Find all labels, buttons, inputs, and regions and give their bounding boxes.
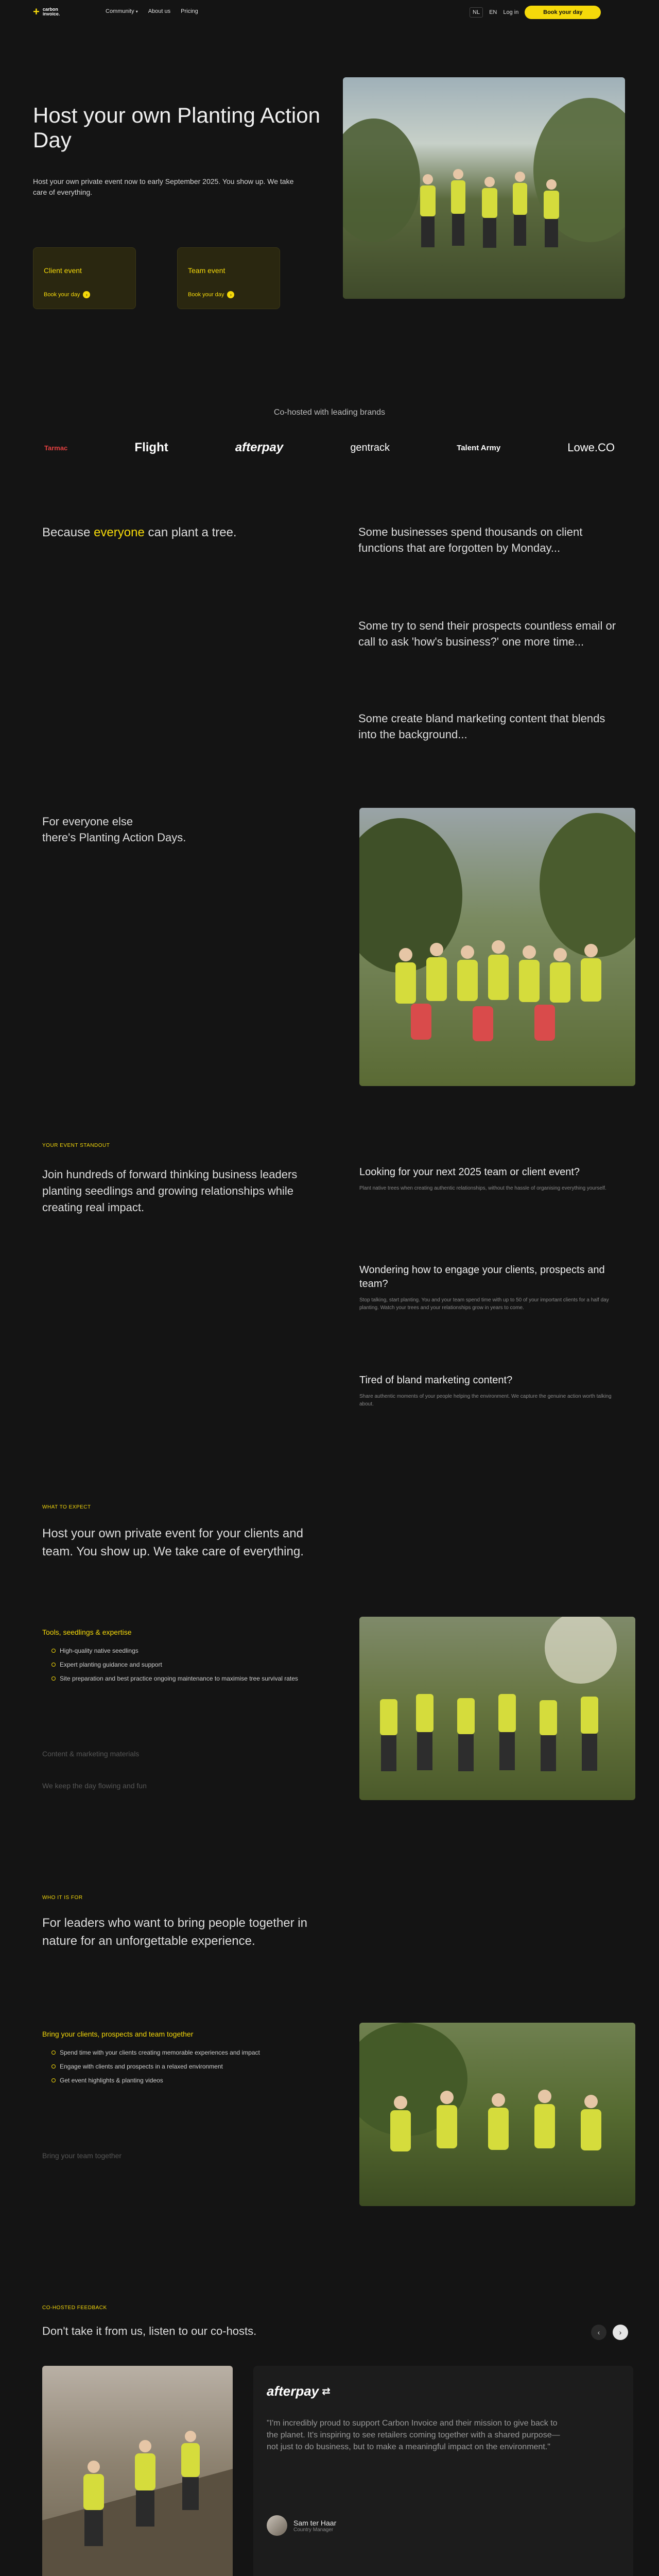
standout-item-2-body: Stop talking, start planting. You and your team spend time with up to 50 of your important clients for a half day planting. Watch your trees and your relationships grow in years to come. <box>359 1297 609 1311</box>
arrow-right-icon: › <box>619 2328 622 2336</box>
plus-logo-icon: + <box>33 5 40 18</box>
standout-heading: Join hundreds of forward thinking business leaders planting seedlings and growing relationships while creating real impact. <box>42 1168 298 1214</box>
chevron-down-icon: ▾ <box>135 9 138 14</box>
check-icon <box>51 2050 56 2055</box>
check-icon <box>51 2078 56 2082</box>
leaders-bullet-3: Get event highlights & planting videos <box>60 2076 163 2084</box>
expect-feature[interactable]: Tools, seedlings & expertise <box>42 1628 132 1636</box>
client-event-title: Client event <box>44 266 82 275</box>
standout-item-2-title: Wondering how to engage your clients, prospects and team? <box>359 1264 605 1290</box>
carousel-next-button[interactable] <box>613 2325 628 2340</box>
expect-heading: Host your own private event for your clients and team. You show up. We take care of everything. <box>42 1527 304 1558</box>
nav-community[interactable]: Community ▾ <box>106 8 138 14</box>
hero-title: Host your own Planting Action Day <box>33 103 320 152</box>
leaders-feature[interactable]: Bring your clients, prospects and team together <box>42 2030 194 2038</box>
lang-en[interactable]: EN <box>489 9 497 15</box>
brand-line1: carbon <box>42 7 58 12</box>
arrow-right-icon: › <box>83 291 90 298</box>
logo-flight: Flight <box>134 440 168 454</box>
everyone-text: For everyone else there's Planting Action Days. <box>42 815 186 844</box>
testimonial-quote: "I'm incredibly proud to support Carbon Invoice and their mission to give back to the planet. It's inspiring to see retailers coming together with a shared purpose—not just to do business, but to make a meaningful impact on the environment." <box>267 2419 560 2452</box>
expect-other-1[interactable]: Content & marketing materials <box>42 1750 140 1758</box>
logo-afterpay: afterpay <box>235 440 284 454</box>
standout-item-1 <box>359 1165 627 1192</box>
plant-point-3: Some create bland marketing content that blends into the background... <box>358 712 605 741</box>
lang-nl[interactable]: NL <box>470 7 483 18</box>
expect-other-2[interactable]: We keep the day flowing and fun <box>42 1782 147 1790</box>
brand-line2: invoice. <box>42 11 60 16</box>
team-event-book[interactable]: Book your day › <box>188 291 234 298</box>
expect-bullet-2: Expert planting guidance and support <box>60 1660 162 1668</box>
plant-point-2: Some try to send their prospects countless email or call to ask 'how's business?' one more time... <box>358 619 616 648</box>
logo-tarmac: Tarmac <box>44 444 68 452</box>
hero-subtitle: Host your own private event now to early September 2025. You show up. We take care of everything. <box>33 177 294 196</box>
login-link[interactable]: Log in <box>503 9 519 15</box>
hero-photo <box>343 77 625 299</box>
avatar <box>267 2515 287 2536</box>
check-icon <box>51 2064 56 2069</box>
expect-bullet-1: High-quality native seedlings <box>60 1647 138 1654</box>
testimonial-photo <box>42 2366 233 2576</box>
leaders-bullets <box>51 2048 309 2084</box>
check-icon <box>51 1649 56 1653</box>
plant-point-1: Some businesses spend thousands on client functions that are forgotten by Monday... <box>358 526 583 554</box>
leaders-heading: For leaders who want to bring people together in nature for an unforgettable experience. <box>42 1916 307 1948</box>
standout-item-3-title: Tired of bland marketing content? <box>359 1375 513 1386</box>
standout-item-3-body: Share authentic moments of your people helping the environment. We capture the genuine action worth talking about. <box>359 1394 612 1407</box>
afterpay-mark-icon: ⇄ <box>322 2386 331 2397</box>
cohost-logos <box>44 440 615 455</box>
plant-lead: Because everyone can plant a tree. <box>42 526 237 539</box>
cohost-title: Co-hosted with leading brands <box>273 408 386 417</box>
client-event-book[interactable]: Book your day › <box>44 291 90 298</box>
expect-label: WHAT TO EXPECT <box>42 1504 91 1510</box>
testimonial-card <box>253 2366 633 2576</box>
standout-item-2 <box>359 1263 627 1312</box>
arrow-right-icon: › <box>227 291 234 298</box>
check-icon <box>51 1676 56 1681</box>
check-icon <box>51 1663 56 1667</box>
author-role: Country Manager <box>293 2527 334 2533</box>
logo-lowe: Lowe.CO <box>567 441 615 454</box>
leaders-bullet-1: Spend time with your clients creating memorable experiences and impact <box>60 2049 260 2056</box>
carousel-prev-button[interactable] <box>591 2325 606 2340</box>
leaders-label: WHO IT IS FOR <box>42 1895 83 1901</box>
leaders-bullet-2: Engage with clients and prospects in a relaxed environment <box>60 2062 223 2070</box>
team-event-title: Team event <box>188 266 226 275</box>
expect-bullets <box>51 1647 309 1683</box>
logo-talent-army: Talent Army <box>457 443 501 452</box>
leaders-other-1[interactable]: Bring your team together <box>42 2151 122 2160</box>
arrow-left-icon: ‹ <box>597 2328 600 2336</box>
standout-item-1-body: Plant native trees when creating authentic relationships, without the hassle of organising everything yourself. <box>359 1185 606 1191</box>
team-event-card[interactable] <box>177 247 280 309</box>
nav-book-button[interactable]: Book your day <box>525 6 601 19</box>
group-photo <box>359 808 635 1086</box>
testimonial-label: CO-HOSTED FEEDBACK <box>42 2305 107 2311</box>
expect-photo <box>359 1617 635 1800</box>
testimonial-brand: afterpay ⇄ <box>267 2383 331 2399</box>
standout-label: YOUR EVENT STANDOUT <box>42 1143 110 1148</box>
nav-about-us[interactable]: About us <box>148 8 171 14</box>
top-nav <box>0 0 659 21</box>
testimonial-author <box>267 2515 336 2536</box>
standout-item-1-title: Looking for your next 2025 team or client event? <box>359 1166 580 1178</box>
client-event-card[interactable] <box>33 247 136 309</box>
expect-bullet-3: Site preparation and best practice ongoing maintenance to maximise tree survival rates <box>60 1674 298 1682</box>
leaders-photo <box>359 2023 635 2206</box>
logo-gentrack: gentrack <box>350 442 390 453</box>
nav-pricing[interactable]: Pricing <box>181 8 198 14</box>
testimonial-heading: Don't take it from us, listen to our co-hosts. <box>42 2325 257 2337</box>
author-name: Sam ter Haar <box>293 2518 337 2527</box>
standout-item-3 <box>359 1374 627 1408</box>
brand-logo[interactable] <box>33 6 60 18</box>
